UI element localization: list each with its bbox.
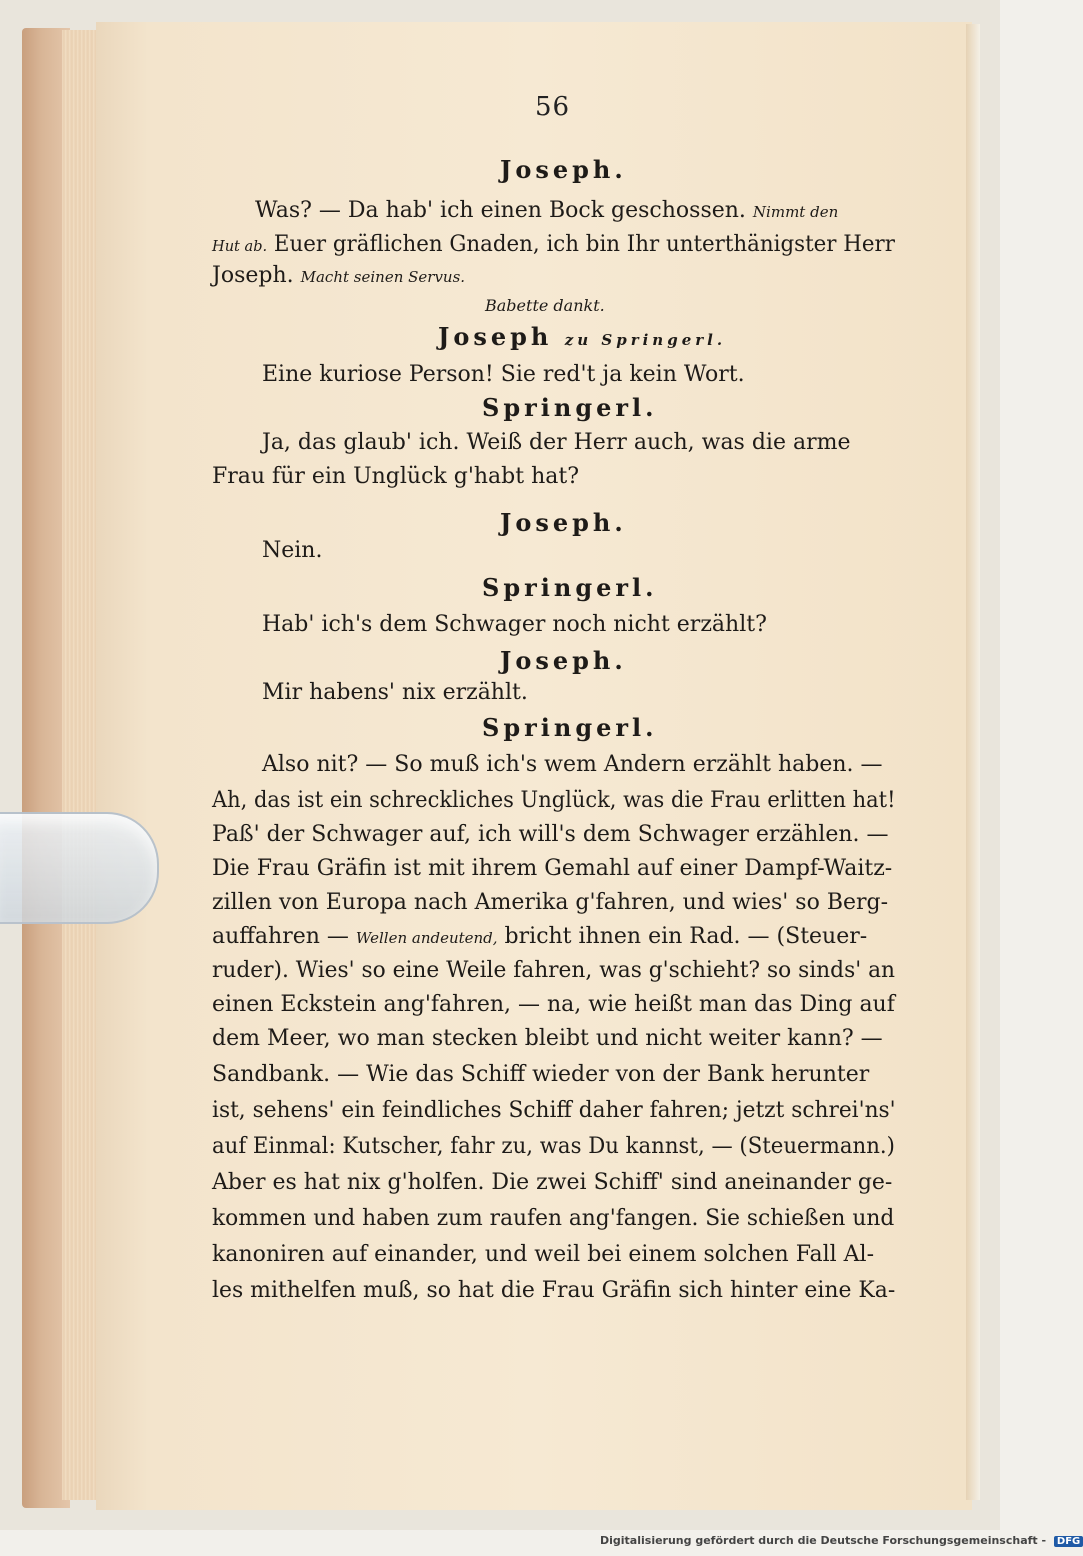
text-line: kommen und haben zum raufen ang'fangen. Sie schießen und [212,1206,895,1231]
text-line: Hab' ich's dem Schwager noch nicht erzählt? [262,612,767,637]
text-line: auffahren — Wellen andeutend, bricht ihnen ein Rad. — (Steuer- [212,924,868,949]
digitization-footer [600,1534,1081,1554]
stage-direction: Nimmt den [752,203,839,221]
text-line: Mir habens' nix erzählt. [262,680,528,705]
footer-text: Digitalisierung gefördert durch die Deutsche Forschungsgemeinschaft - [600,1534,1047,1547]
text-line: Frau für ein Unglück g'habt hat? [212,464,579,489]
text-line: kanoniren auf einander, und weil bei einem solchen Fall Al- [212,1242,874,1267]
text-line: Hut ab. Euer gräflichen Gnaden, ich bin Ihr unterthänigster Herr [212,232,895,257]
text-line: Also nit? — So muß ich's wem Andern erzählt haben. — [262,752,883,777]
text-line: Ah, das ist ein schreckliches Unglück, was die Frau erlitten hat! [212,788,896,813]
text-line: Was? — Da hab' ich einen Bock geschossen. Nimmt den [255,198,839,223]
text-line: ist, sehens' ein feindliches Schiff daher fahren; jetzt schrei'ns' [212,1098,896,1123]
text-line: Nein. [262,538,323,563]
text-line: Die Frau Gräfin ist mit ihrem Gemahl auf einer Dampf-Waitz- [212,856,893,881]
text-line: zillen von Europa nach Amerika g'fahren, und wies' so Berg- [212,890,889,915]
page-right-edge [966,24,980,1500]
text-line: Ja, das glaub' ich. Weiß der Herr auch, was die arme [262,430,851,455]
page-number: 56 [535,92,571,122]
text-line: ruder). Wies' so eine Weile fahren, was g'schieht? so sinds' an [212,958,896,983]
text-line: Paß' der Schwager auf, ich will's dem Schwager erzählen. — [212,822,889,847]
speaker-line: Joseph. [500,155,627,184]
speaker-line: Springerl. [482,573,658,602]
text-line: Joseph. Macht seinen Servus. [212,263,466,288]
text-line: auf Einmal: Kutscher, fahr zu, was Du kannst, — (Steuermann.) [212,1134,895,1159]
text-line: Sandbank. — Wie das Schiff wieder von der Bank herunter [212,1062,870,1087]
book-page-stack [62,30,96,1500]
text-line: les mithelfen muß, so hat die Frau Gräfin sich hinter eine Ka- [212,1278,896,1303]
text-line: Aber es hat nix g'holfen. Die zwei Schiff' sind aneinander ge- [212,1170,893,1195]
stage-direction-line: Babette dankt. [485,296,605,315]
speaker-line: Springerl. [482,393,658,422]
stage-direction: Macht seinen Servus. [300,268,466,286]
bookmark-tab [0,812,159,924]
speaker-line: Joseph. [500,508,627,537]
text-line: einen Eckstein ang'fahren, — na, wie heißt man das Ding auf [212,992,895,1017]
text-line: Eine kuriose Person! Sie red't ja kein Wort. [262,362,745,387]
stage-direction: Wellen andeutend, [355,929,498,947]
stage-direction: Hut ab. [212,237,268,255]
text-line: dem Meer, wo man stecken bleibt und nicht weiter kann? — [212,1026,883,1051]
speaker-line: Springerl. [482,713,658,742]
speaker-line: Joseph zu Springerl. [438,322,727,351]
dfg-logo: DFG [1054,1536,1083,1547]
stage-direction: zu Springerl. [564,331,727,349]
speaker-line: Joseph. [500,646,627,675]
